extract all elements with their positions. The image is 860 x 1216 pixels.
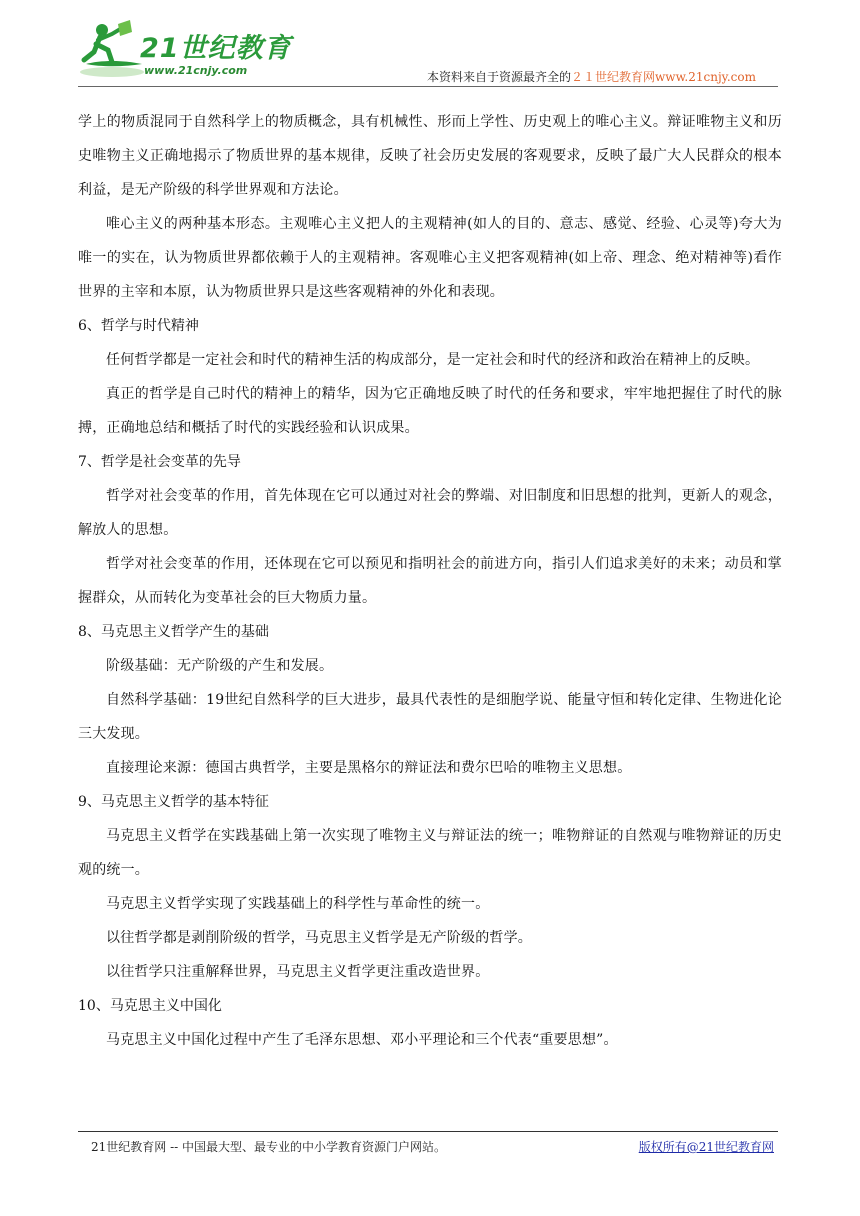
paragraph: 唯心主义的两种基本形态。主观唯心主义把人的主观精神(如人的目的、意志、感觉、经验、心灵等)夸大为唯一的实在，认为物质世界都依赖于人的主观精神。客观唯心主义把客观精神(如上帝、理念、绝对精神等)看作世界的主宰和本原，认为物质世界只是这些客观精神的外化和表现。 [78, 216, 782, 300]
paragraph: 阶级基础：无产阶级的产生和发展。 [106, 658, 334, 674]
section-heading: 8、马克思主义哲学产生的基础 [78, 624, 269, 640]
paragraph: 学上的物质混同于自然科学上的物质概念，具有机械性、形而上学性、历史观上的唯心主义。辩证唯物主义和历史唯物主义正确地揭示了物质世界的基本规律，反映了社会历史发展的客观要求，反映了最广大人民群众的根本利益，是无产阶级的科学世界观和方法论。 [78, 114, 782, 198]
site-logo[interactable] [78, 20, 318, 88]
paragraph: 任何哲学都是一定社会和时代的精神生活的构成部分，是一定社会和时代的经济和政治在精神上的反映。 [106, 352, 760, 368]
paragraph: 直接理论来源：德国古典哲学，主要是黑格尔的辩证法和费尔巴哈的唯物主义思想。 [106, 760, 632, 776]
page-header [0, 0, 860, 95]
logo-title: 21世纪教育 [140, 33, 292, 64]
footer-copyright-link[interactable]: 版权所有@21世纪教育网 [638, 1140, 774, 1154]
header-note-url[interactable]: www.21cnjy.com [655, 70, 756, 84]
paragraph: 真正的哲学是自己时代的精神上的精华，因为它正确地反映了时代的任务和要求，牢牢地把握住了时代的脉搏，正确地总结和概括了时代的实践经验和认识成果。 [78, 386, 782, 436]
document-body [78, 105, 782, 1057]
paragraph: 哲学对社会变革的作用，首先体现在它可以通过对社会的弊端、对旧制度和旧思想的批判，更新人的观念，解放人的思想。 [78, 488, 782, 538]
header-divider [78, 86, 778, 87]
paragraph: 哲学对社会变革的作用，还体现在它可以预见和指明社会的前进方向，指引人们追求美好的未来；动员和掌握群众，从而转化为变革社会的巨大物质力量。 [78, 556, 782, 606]
header-source-note [427, 68, 756, 85]
paragraph: 马克思主义中国化过程中产生了毛泽东思想、邓小平理论和三个代表“重要思想”。 [106, 1032, 618, 1048]
header-note-prefix: 本资料来自于资源最齐全的 [427, 70, 572, 84]
paragraph: 马克思主义哲学实现了实践基础上的科学性与革命性的统一。 [106, 896, 490, 912]
paragraph: 自然科学基础：19世纪自然科学的巨大进步，最具代表性的是细胞学说、能量守恒和转化定律、生物进化论三大发现。 [78, 692, 782, 742]
running-figure-logo-icon [78, 20, 148, 80]
logo-url: www.21cnjy.com [144, 64, 248, 77]
section-heading: 9、马克思主义哲学的基本特征 [78, 794, 269, 810]
paragraph: 以往哲学都是剥削阶级的哲学，马克思主义哲学是无产阶级的哲学。 [106, 930, 532, 946]
footer-divider [78, 1131, 778, 1132]
footer-site-description: 21世纪教育网 -- 中国最大型、最专业的中小学教育资源门户网站。 [91, 1140, 447, 1154]
paragraph: 以往哲学只注重解释世界，马克思主义哲学更注重改造世界。 [106, 964, 490, 980]
section-heading: 10、马克思主义中国化 [78, 998, 222, 1014]
section-heading: 7、哲学是社会变革的先导 [78, 454, 241, 470]
paragraph: 马克思主义哲学在实践基础上第一次实现了唯物主义与辩证法的统一；唯物辩证的自然观与唯物辩证的历史观的统一。 [78, 828, 782, 878]
section-heading: 6、哲学与时代精神 [78, 318, 199, 334]
header-note-site[interactable]: ２１世纪教育网 [571, 70, 656, 84]
